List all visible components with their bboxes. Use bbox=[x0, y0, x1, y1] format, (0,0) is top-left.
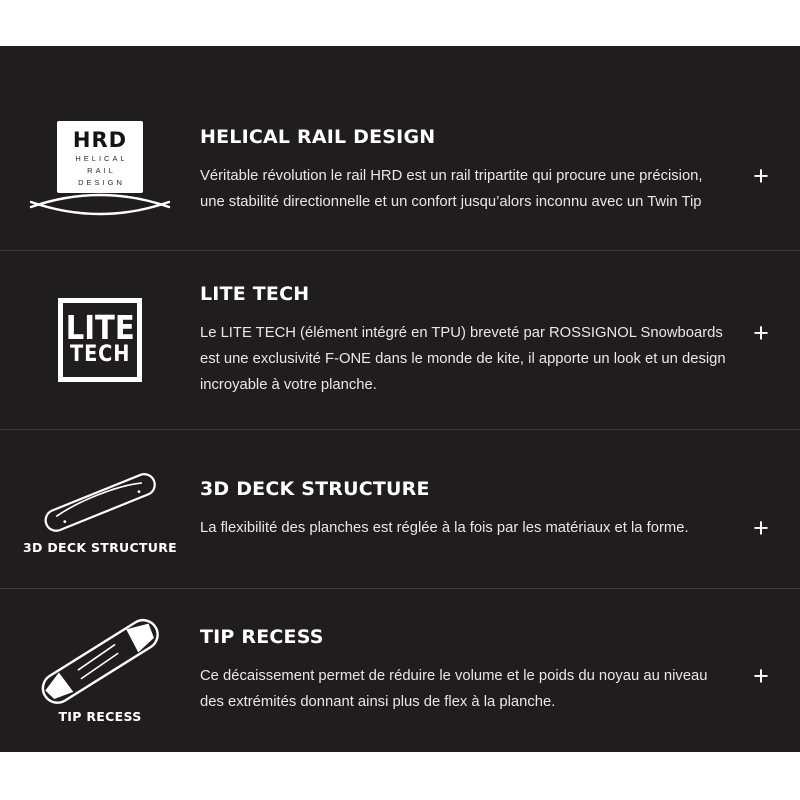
hrd-line-rail: RAIL bbox=[87, 166, 116, 175]
feature-content bbox=[200, 126, 800, 215]
feature-section-lite-tech[interactable] bbox=[0, 250, 800, 429]
section-description: La flexibilité des planches est réglée à la fois par les matériaux et la forme. bbox=[200, 519, 689, 536]
board-top-sketch bbox=[25, 617, 175, 705]
expand-button[interactable]: + bbox=[730, 163, 792, 189]
board-tips-icon bbox=[0, 617, 200, 724]
board-side-sketch bbox=[30, 464, 170, 536]
expand-button[interactable]: + bbox=[730, 320, 792, 346]
feature-content bbox=[200, 283, 800, 398]
lite-tech-square bbox=[58, 298, 142, 382]
board-sketch-caption: 3D DECK STRUCTURE bbox=[23, 539, 177, 555]
section-title: LITE TECH bbox=[200, 282, 310, 305]
feature-section-3d-deck-structure[interactable] bbox=[0, 429, 800, 588]
hrd-badge-icon bbox=[0, 121, 200, 220]
hrd-abbr-label: HRD bbox=[72, 128, 128, 152]
expand-button[interactable]: + bbox=[730, 663, 792, 689]
section-title: 3D DECK STRUCTURE bbox=[200, 477, 430, 500]
hrd-line-helical: HELICAL bbox=[75, 154, 128, 163]
expand-button[interactable]: + bbox=[730, 515, 792, 541]
hrd-badge bbox=[29, 121, 171, 220]
hrd-line-design: DESIGN bbox=[78, 178, 125, 187]
rail-profile-icon bbox=[29, 190, 171, 220]
feature-content bbox=[200, 478, 800, 541]
feature-section-tip-recess[interactable] bbox=[0, 588, 800, 752]
hrd-square bbox=[57, 121, 143, 193]
lite-tech-badge-icon bbox=[0, 298, 200, 382]
feature-content bbox=[200, 626, 800, 715]
tech-label: TECH bbox=[69, 342, 131, 368]
features-panel bbox=[0, 46, 800, 752]
section-description: Ce décaissement permet de réduire le volume et le poids du noyau au niveau des extrémités donnant ainsi plus de flex à la planche. bbox=[200, 668, 708, 710]
section-title: TIP RECESS bbox=[200, 626, 324, 648]
section-title: HELICAL RAIL DESIGN bbox=[200, 125, 436, 148]
lite-label: LITE bbox=[65, 307, 135, 347]
section-description: Véritable révolution le rail HRD est un rail tripartite qui procure une précision, une stabilité directionnelle et un confort jusqu’alors inconnu avec un Twin Tip bbox=[200, 167, 703, 210]
board-sketch-icon bbox=[0, 464, 200, 555]
section-description: Le LITE TECH (élément intégré en TPU) breveté par ROSSIGNOL Snowboards est une exclusivité F-ONE dans le monde de kite, il apporte un look et un design incroyable à votre planche. bbox=[200, 324, 726, 393]
board-tips-caption: TIP RECESS bbox=[58, 709, 142, 724]
feature-section-helical-rail-design[interactable] bbox=[0, 46, 800, 250]
